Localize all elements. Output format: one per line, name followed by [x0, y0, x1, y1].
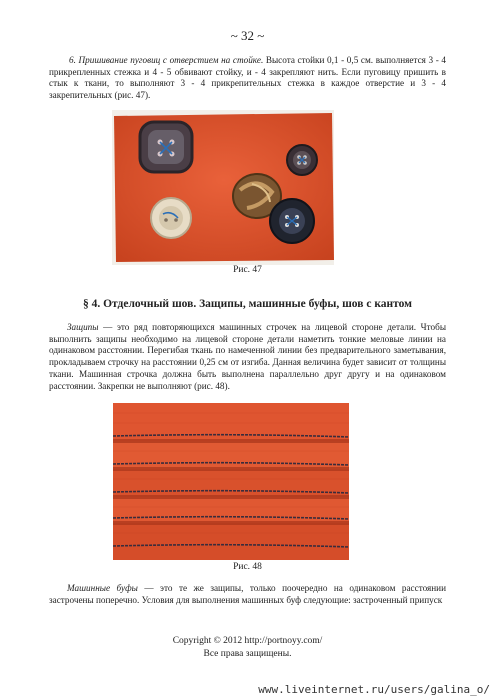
- copyright-line: Copyright © 2012 http://portnoyy.com/: [172, 636, 323, 646]
- paragraph-title: 6. Пришивание пуговиц с отверстием на стойке.: [69, 55, 264, 65]
- figure-47-photo: [112, 110, 334, 265]
- page-footer: [0, 635, 495, 661]
- figure-48-caption: Рис. 48: [233, 562, 262, 572]
- figure-48-photo: [113, 403, 349, 560]
- tucks-image: [113, 403, 349, 560]
- paragraph-text: Высота стойки 0,1 - 0,5 см. выполняется 3 - 4 прикрепленных стежка и 4 - 5 обвивают стойку, и - 4 закрепляют нить. Если пуговицу пришить в стык к ткани, то выполняют 3 - 4 прикрепительных стежка в каждое отверстие и 3 - 4 закрепительных (рис. 47).: [49, 55, 446, 101]
- watermark-url: www.liveinternet.ru/users/galina_o/: [258, 683, 490, 696]
- paragraph-tucks: [49, 322, 446, 392]
- paragraph-term: Защипы: [67, 322, 99, 332]
- paragraph-text: — это те же защипы, только поочередно на одинаковом расстоянии застрочены поперечно. Условия для выполнения машинных буф следующие: застроченный припуск: [49, 583, 446, 605]
- page-number: ~ 32 ~: [230, 28, 265, 43]
- section-heading: § 4. Отделочный шов. Защипы, машинные буфы, шов с кантом: [82, 298, 413, 310]
- paragraph-text: — это ряд повторяющихся машинных строчек на лицевой стороне детали. Чтобы выполнить защипы необходимо на лицевой стороне детали наметить тонкие меловые линии на одинаковом расстоянии. Перегибая ткань по намеченной линии без предварительного заметывания, прокладываем строчку на расстоянии 0,25 см от изгиба. Данная величина будет зависит от толщины ткани. Машинная строчка должна быть выполнена параллельно друг другу и на одинаковом расстоянии. Закрепки не выполняют (рис. 48).: [49, 322, 446, 391]
- paragraph-buttons: [49, 55, 446, 102]
- figure-47-caption: Рис. 47: [233, 265, 262, 275]
- paragraph-term: Машинные буфы: [67, 583, 138, 593]
- buttons-image: [112, 110, 334, 265]
- rights-line: Все права защищены.: [203, 649, 292, 659]
- paragraph-machine-puffs: [49, 583, 446, 606]
